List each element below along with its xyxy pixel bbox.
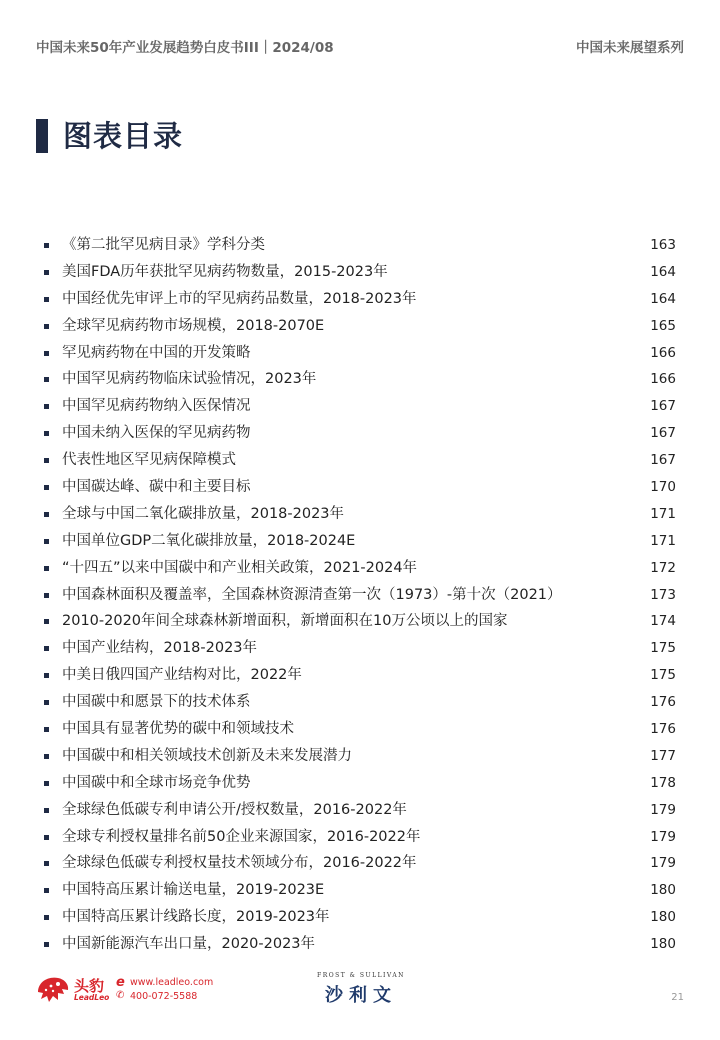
bullet-icon: [44, 431, 49, 436]
toc-item-label: 全球绿色低碳专利授权量技术领域分布，2016-2022年: [62, 855, 417, 872]
toc-item-label: 中国碳达峰、碳中和主要目标: [62, 479, 251, 496]
toc-item-page: 174: [650, 613, 676, 630]
toc-item-label: 中国具有显著优势的碳中和领域技术: [62, 721, 294, 738]
report-title-header: 中国未来50年产业发展趋势白皮书III｜2024/08: [36, 40, 334, 56]
toc-item[interactable]: [44, 877, 676, 904]
bullet-icon: [44, 324, 49, 329]
toc-item[interactable]: [44, 582, 676, 609]
toc-item-page: 171: [650, 505, 676, 522]
toc-item-label: 中国碳中和相关领域技术创新及未来发展潜力: [62, 747, 352, 764]
toc-item-label: 中美日俄四国产业结构对比，2022年: [62, 667, 302, 684]
bullet-icon: [44, 485, 49, 490]
bullet-icon: [44, 727, 49, 732]
toc-item[interactable]: [44, 259, 676, 286]
phone-number: 400-072-5588: [130, 991, 198, 1002]
leadleo-logo: [36, 972, 216, 1006]
toc-item-label: 中国碳中和愿景下的技术体系: [62, 694, 251, 711]
bullet-icon: [44, 808, 49, 813]
toc-item-page: 180: [650, 909, 676, 926]
toc-item-label: 中国产业结构，2018-2023年: [62, 640, 258, 657]
toc-item-label: 中国特高压累计输送电量，2019-2023E: [62, 882, 325, 899]
toc-item-page: 166: [650, 371, 676, 388]
bullet-icon: [44, 915, 49, 920]
toc-item[interactable]: [44, 608, 676, 635]
website-link[interactable]: www.leadleo.com: [130, 977, 214, 988]
bullet-icon: [44, 861, 49, 866]
toc-item-page: 164: [650, 263, 676, 280]
bullet-icon: [44, 673, 49, 678]
toc-item[interactable]: [44, 474, 676, 501]
toc-item[interactable]: [44, 824, 676, 851]
toc-item-label: “十四五”以来中国碳中和产业相关政策，2021-2024年: [62, 559, 418, 576]
toc-item[interactable]: [44, 313, 676, 340]
toc-item-page: 179: [650, 855, 676, 872]
toc-item-label: 中国森林面积及覆盖率，全国森林资源清查第一次（1973）-第十次（2021）: [62, 586, 562, 603]
toc-item-page: 175: [650, 640, 676, 657]
partner-name-en: FROST & SULLIVAN: [317, 972, 405, 979]
toc-item[interactable]: [44, 716, 676, 743]
toc-item[interactable]: [44, 501, 676, 528]
toc-item[interactable]: [44, 770, 676, 797]
toc-item[interactable]: [44, 797, 676, 824]
page-number: 21: [671, 992, 684, 1003]
toc-item-page: 165: [650, 317, 676, 334]
toc-item-page: 170: [650, 479, 676, 496]
toc-item-label: 中国罕见病药物临床试验情况，2023年: [62, 371, 317, 388]
web-icon: e: [116, 975, 125, 990]
toc-item[interactable]: [44, 662, 676, 689]
toc-item-page: 180: [650, 936, 676, 953]
bullet-icon: [44, 270, 49, 275]
toc-item-page: 179: [650, 801, 676, 818]
series-name-header: 中国未来展望系列: [576, 40, 684, 56]
toc-item[interactable]: [44, 931, 676, 958]
bullet-icon: [44, 512, 49, 517]
bullet-icon: [44, 619, 49, 624]
toc-item[interactable]: [44, 232, 676, 259]
toc-item[interactable]: [44, 420, 676, 447]
toc-item-page: 176: [650, 721, 676, 738]
toc-item[interactable]: [44, 555, 676, 582]
toc-item[interactable]: [44, 528, 676, 555]
bullet-icon: [44, 646, 49, 651]
bullet-icon: [44, 351, 49, 356]
bullet-icon: [44, 593, 49, 598]
toc-item-page: 163: [650, 237, 676, 253]
toc-item-label: 美国FDA历年获批罕见病药物数量，2015-2023年: [62, 263, 388, 280]
toc-item[interactable]: [44, 850, 676, 877]
toc-item[interactable]: [44, 904, 676, 931]
toc-item-label: 罕见病药物在中国的开发策略: [62, 344, 251, 361]
toc-item-label: 2010-2020年间全球森林新增面积，新增面积在10万公顷以上的国家: [62, 613, 508, 630]
bullet-icon: [44, 377, 49, 382]
toc-item-label: 全球绿色低碳专利申请公开/授权数量，2016-2022年: [62, 801, 407, 818]
brand-name-cn: 头豹: [74, 977, 105, 995]
toc-item-page: 172: [650, 559, 676, 576]
toc-item[interactable]: [44, 366, 676, 393]
toc-item-page: 173: [650, 586, 676, 603]
toc-item-page: 167: [650, 425, 676, 442]
toc-item-label: 中国未纳入医保的罕见病药物: [62, 425, 251, 442]
toc-item[interactable]: [44, 635, 676, 662]
page-title: 图表目录: [63, 119, 184, 153]
toc-item[interactable]: [44, 689, 676, 716]
toc-item-label: 中国罕见病药物纳入医保情况: [62, 398, 251, 415]
brand-name-en: LeadLeo: [74, 993, 110, 1002]
toc-item-label: 中国经优先审评上市的罕见病药品数量，2018-2023年: [62, 290, 417, 307]
toc-item[interactable]: [44, 286, 676, 313]
leopard-logo-icon: [36, 974, 70, 1004]
figure-index-list: [44, 232, 676, 958]
bullet-icon: [44, 404, 49, 409]
toc-item-label: 全球罕见病药物市场规模，2018-2070E: [62, 317, 325, 334]
title-accent-bar: [36, 119, 48, 153]
bullet-icon: [44, 942, 49, 947]
toc-item-page: 166: [650, 344, 676, 361]
partner-name-cn: 沙利文: [325, 985, 397, 1006]
toc-item-label: 中国碳中和全球市场竞争优势: [62, 774, 251, 791]
toc-item-page: 179: [650, 828, 676, 845]
toc-item-page: 176: [650, 694, 676, 711]
bullet-icon: [44, 700, 49, 705]
toc-item[interactable]: [44, 340, 676, 367]
bullet-icon: [44, 781, 49, 786]
toc-item-page: 180: [650, 882, 676, 899]
toc-item[interactable]: [44, 743, 676, 770]
bullet-icon: [44, 243, 49, 248]
toc-item-page: 167: [650, 398, 676, 415]
toc-item-page: 178: [650, 774, 676, 791]
toc-item-page: 175: [650, 667, 676, 684]
toc-item-label: 中国特高压累计线路长度，2019-2023年: [62, 909, 330, 926]
toc-item[interactable]: [44, 393, 676, 420]
toc-item-label: 中国单位GDP二氧化碳排放量，2018-2024E: [62, 532, 356, 549]
toc-item[interactable]: [44, 447, 676, 474]
toc-item-label: 全球与中国二氧化碳排放量，2018-2023年: [62, 505, 345, 522]
toc-item-label: 代表性地区罕见病保障模式: [62, 452, 236, 469]
bullet-icon: [44, 539, 49, 544]
bullet-icon: [44, 297, 49, 302]
toc-item-label: 全球专利授权量排名前50企业来源国家，2016-2022年: [62, 828, 421, 845]
phone-icon: ✆: [116, 990, 125, 1001]
frost-sullivan-logo: [306, 972, 416, 1006]
toc-item-page: 177: [650, 747, 676, 764]
bullet-icon: [44, 835, 49, 840]
bullet-icon: [44, 458, 49, 463]
toc-item-page: 171: [650, 532, 676, 549]
bullet-icon: [44, 754, 49, 759]
toc-item-label: 中国新能源汽车出口量，2020-2023年: [62, 936, 316, 953]
toc-item-label: 《第二批罕见病目录》学科分类: [62, 237, 265, 253]
toc-item-page: 164: [650, 290, 676, 307]
toc-item-page: 167: [650, 452, 676, 469]
bullet-icon: [44, 566, 49, 571]
bullet-icon: [44, 888, 49, 893]
